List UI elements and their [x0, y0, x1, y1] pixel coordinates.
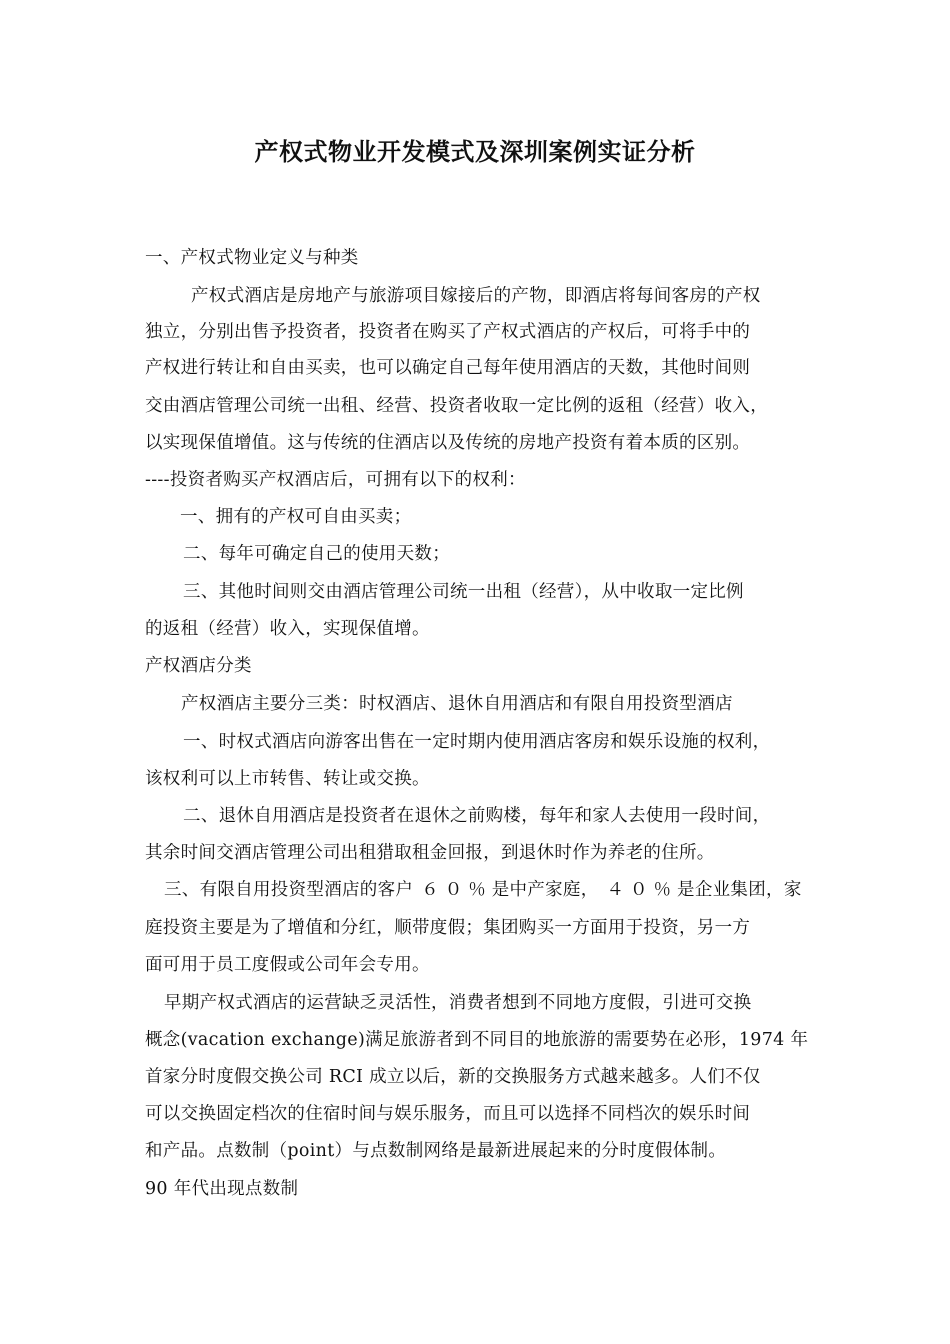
- percent-value: ４０％: [606, 880, 678, 900]
- document-title: 产权式物业开发模式及深圳案例实证分析: [254, 137, 696, 166]
- paragraph-line: 其余时间交酒店管理公司出租猎取租金回报，到退休时作为养老的住所。: [145, 843, 715, 863]
- paragraph-line: 首家分时度假交换公司 RCI 成立以后，新的交换服务方式越来越多。人们不仅: [145, 1067, 761, 1087]
- paragraph-line: ----投资者购买产权酒店后，可拥有以下的权利：: [145, 470, 526, 490]
- text-run: 是中产家庭，: [491, 880, 599, 900]
- list-item: 一、时权式酒店向游客出售在一定时期内使用酒店客房和娱乐设施的权利，: [183, 732, 771, 752]
- paragraph-line: 和产品。点数制（point）与点数制网络是最新进展起来的分时度假体制。: [145, 1141, 727, 1161]
- paragraph-line: 产权式酒店是房地产与旅游项目嫁接后的产物，即酒店将每间客房的产权: [191, 286, 761, 306]
- paragraph-line: 该权利可以上市转售、转让或交换。: [145, 769, 430, 789]
- paragraph-line: 庭投资主要是为了增值和分红，顺带度假；集团购买一方面用于投资，另一方: [145, 918, 751, 938]
- paragraph-line: 产权进行转让和自由买卖，也可以确定自己每年使用酒店的天数，其他时间则: [145, 358, 751, 378]
- paragraph-line: 产权酒店主要分三类：时权酒店、退休自用酒店和有限自用投资型酒店: [181, 694, 733, 714]
- text-run: 是企业集团，家: [677, 880, 802, 900]
- list-item: 二、退休自用酒店是投资者在退休之前购楼，每年和家人去使用一段时间，: [183, 806, 771, 826]
- paragraph-line: 面可用于员工度假或公司年会专用。: [145, 955, 430, 975]
- paragraph-line: 独立，分别出售予投资者，投资者在购买了产权式酒店的产权后，可将手中的: [145, 322, 751, 342]
- paragraph-line: 概念(vacation exchange)满足旅游者到不同目的地旅游的需要势在必形，1974 年: [145, 1030, 809, 1050]
- percent-value: ６０％: [421, 880, 492, 900]
- paragraph-line: 交由酒店管理公司统一出租、经营、投资者收取一定比例的返租（经营）收入，: [145, 396, 768, 416]
- paragraph-line: 以实现保值增值。这与传统的住酒店以及传统的房地产投资有着本质的区别。: [145, 433, 751, 453]
- paragraph-line: 90 年代出现点数制: [145, 1179, 299, 1199]
- paragraph-line: 的返租（经营）收入，实现保值增。: [145, 619, 430, 639]
- paragraph-line: 早期产权式酒店的运营缺乏灵活性，消费者想到不同地方度假，引进可交换: [164, 993, 752, 1013]
- list-item: 一、拥有的产权可自由买卖；: [180, 507, 412, 527]
- list-item: [164, 878, 802, 902]
- paragraph-line: 可以交换固定档次的住宿时间与娱乐服务，而且可以选择不同档次的娱乐时间: [145, 1104, 751, 1124]
- section-heading: 一、产权式物业定义与种类: [145, 248, 359, 268]
- list-item: 二、每年可确定自己的使用天数；: [183, 544, 450, 564]
- section-heading: 产权酒店分类: [145, 656, 252, 676]
- list-item: 三、其他时间则交由酒店管理公司统一出租（经营），从中收取一定比例: [183, 582, 744, 602]
- text-run: 三、有限自用投资型酒店的客户: [164, 880, 414, 900]
